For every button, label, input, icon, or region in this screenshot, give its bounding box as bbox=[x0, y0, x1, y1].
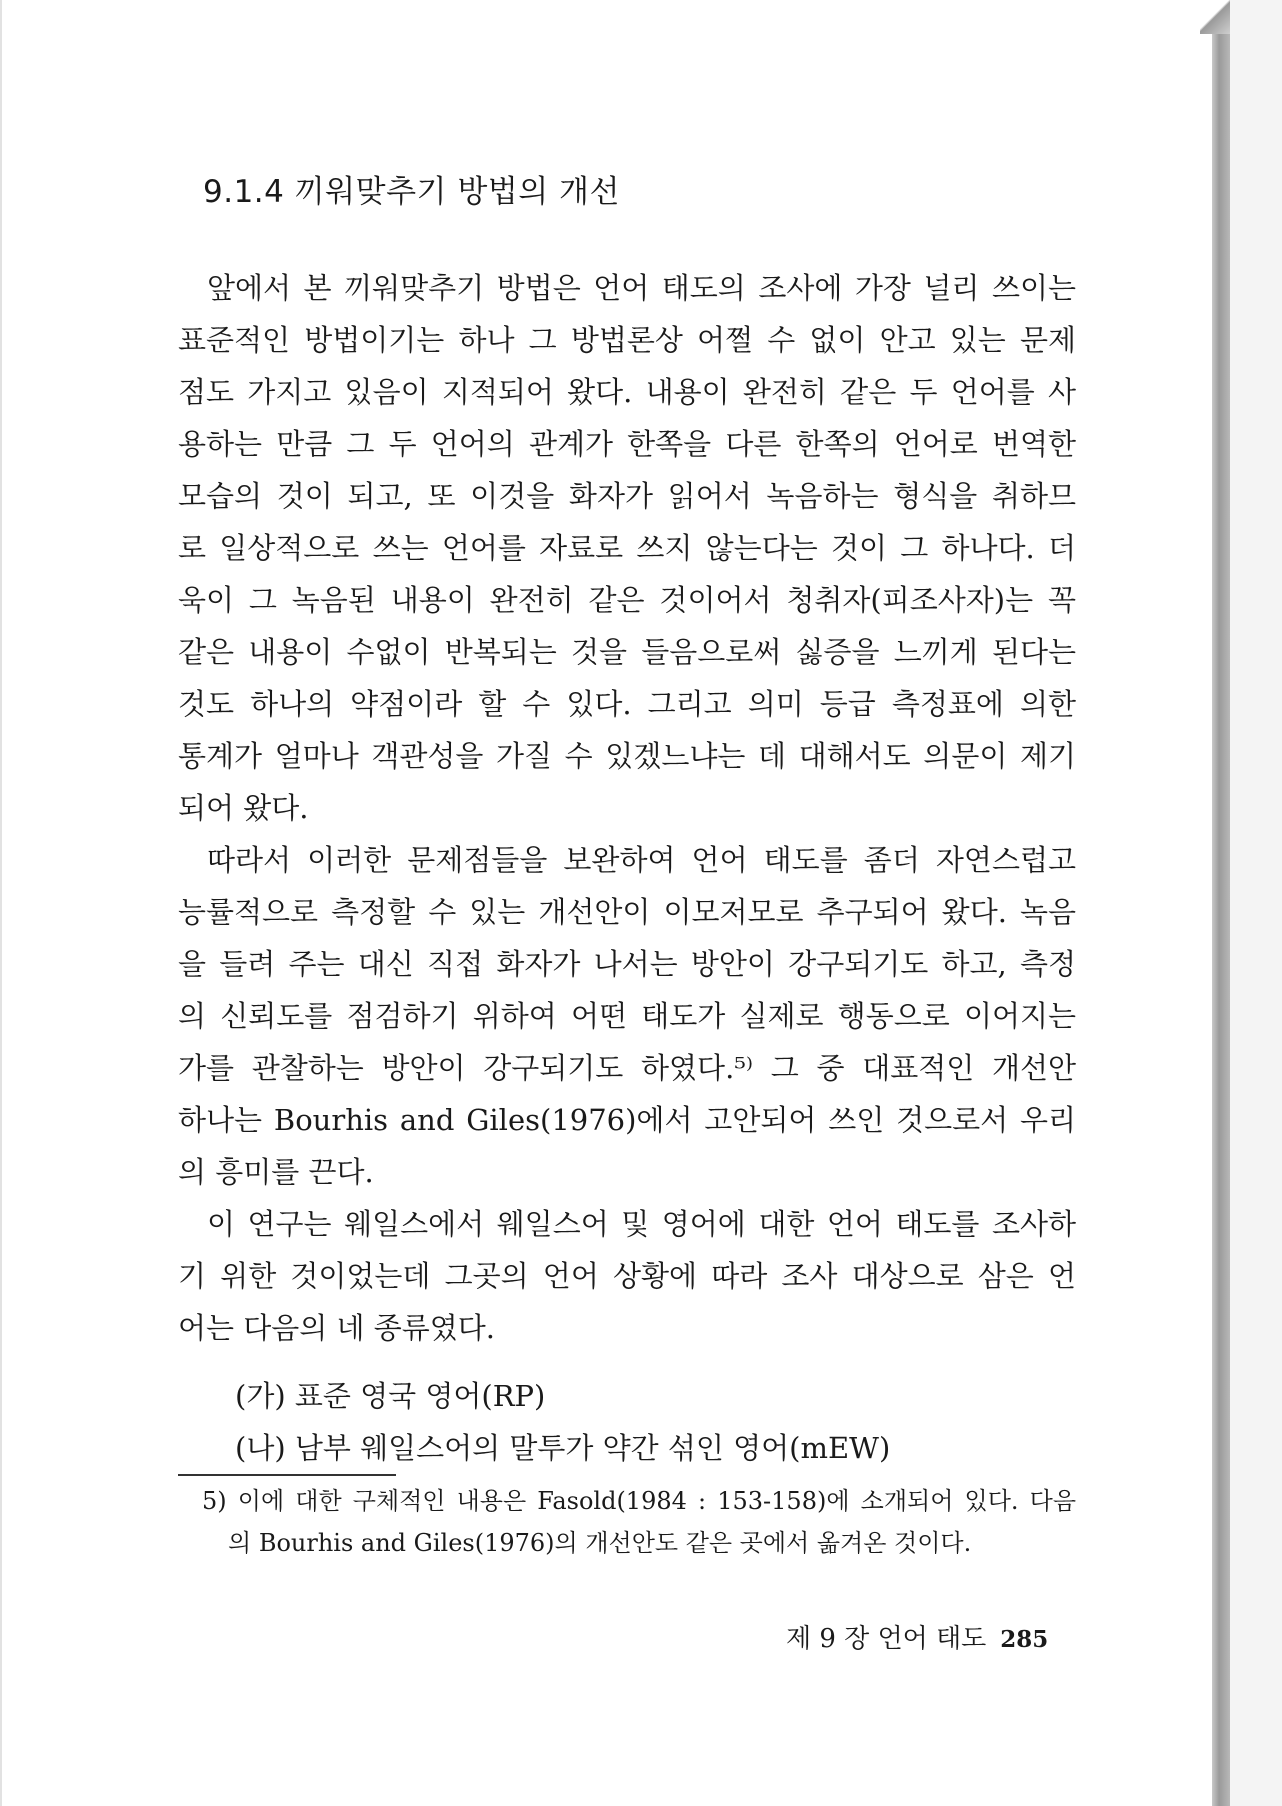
running-footer bbox=[786, 1618, 1048, 1655]
text-line: 어는 다음의 네 종류였다. bbox=[178, 1311, 496, 1345]
footnote bbox=[202, 1480, 1076, 1564]
page-corner bbox=[1200, 0, 1230, 34]
text-line: 이 연구는 웨일스에서 웨일스어 및 영어에 대한 언어 태도를 조사하 bbox=[207, 1207, 1076, 1241]
language-list bbox=[235, 1370, 890, 1474]
text-line: 능률적으로 측정할 수 있는 개선안이 이모저모로 추구되어 왔다. 녹음 bbox=[178, 895, 1076, 929]
paragraph-2 bbox=[178, 834, 1076, 1198]
text-line: 하나는 Bourhis and Giles(1976)에서 고안되어 쓰인 것으로서 우리 bbox=[178, 1103, 1076, 1137]
chapter-title: 제 9 장 언어 태도 bbox=[786, 1624, 987, 1654]
text-line: 가를 관찰하는 방안이 강구되기도 하였다.⁵⁾ 그 중 대표적인 개선안 bbox=[178, 1051, 1076, 1085]
footnote-divider bbox=[178, 1474, 396, 1476]
paragraph-3 bbox=[178, 1198, 1076, 1354]
text-line: 의 신뢰도를 점검하기 위하여 어떤 태도가 실제로 행동으로 이어지는 bbox=[178, 999, 1076, 1033]
text-line: 기 위한 것이었는데 그곳의 언어 상황에 따라 조사 대상으로 삼은 언 bbox=[178, 1259, 1076, 1293]
text-line: 따라서 이러한 문제점들을 보완하여 언어 태도를 좀더 자연스럽고 bbox=[207, 843, 1076, 877]
list-item: (나) 남부 웨일스어의 말투가 약간 섞인 영어(mEW) bbox=[235, 1431, 891, 1465]
text-line: 의 흥미를 끈다. bbox=[178, 1155, 374, 1189]
footnote-line: 의 Bourhis and Giles(1976)의 개선안도 같은 곳에서 옮겨온 것이다. bbox=[228, 1529, 972, 1557]
text-line: 을 들려 주는 대신 직접 화자가 나서는 방안이 강구되기도 하고, 측정 bbox=[178, 947, 1076, 981]
text-line: 로 일상적으로 쓰는 언어를 자료로 쓰지 않는다는 것이 그 하나다. 더 bbox=[178, 531, 1076, 565]
text-line: 모습의 것이 되고, 또 이것을 화자가 읽어서 녹음하는 형식을 취하므 bbox=[178, 479, 1076, 513]
text-line: 앞에서 본 끼워맞추기 방법은 언어 태도의 조사에 가장 널리 쓰이는 bbox=[207, 271, 1076, 305]
text-line: 것도 하나의 약점이라 할 수 있다. 그리고 의미 등급 측정표에 의한 bbox=[178, 687, 1076, 721]
text-line: 용하는 만큼 그 두 언어의 관계가 한쪽을 다른 한쪽의 언어로 번역한 bbox=[178, 427, 1076, 461]
text-line: 표준적인 방법이기는 하나 그 방법론상 어쩔 수 없이 안고 있는 문제 bbox=[178, 323, 1076, 357]
text-line: 통계가 얼마나 객관성을 가질 수 있겠느냐는 데 대해서도 의문이 제기 bbox=[178, 739, 1076, 773]
text-line: 되어 왔다. bbox=[178, 791, 309, 825]
background-margin bbox=[1230, 0, 1282, 1806]
body-text bbox=[178, 262, 1076, 1354]
page-edge-shadow bbox=[1212, 0, 1230, 1806]
paragraph-1 bbox=[178, 262, 1076, 834]
text-line: 욱이 그 녹음된 내용이 완전히 같은 것이어서 청취자(피조사자)는 꼭 bbox=[178, 583, 1076, 617]
page-number: 285 bbox=[1000, 1626, 1049, 1653]
list-item: (가) 표준 영국 영어(RP) bbox=[235, 1379, 546, 1413]
footnote-line: 5) 이에 대한 구체적인 내용은 Fasold(1984 : 153-158)에 소개되어 있다. 다음 bbox=[202, 1487, 1076, 1515]
text-line: 같은 내용이 수없이 반복되는 것을 들음으로써 싫증을 느끼게 된다는 bbox=[178, 635, 1076, 669]
text-line: 점도 가지고 있음이 지적되어 왔다. 내용이 완전히 같은 두 언어를 사 bbox=[178, 375, 1076, 409]
section-heading: 9.1.4 끼워맞추기 방법의 개선 bbox=[203, 174, 620, 210]
